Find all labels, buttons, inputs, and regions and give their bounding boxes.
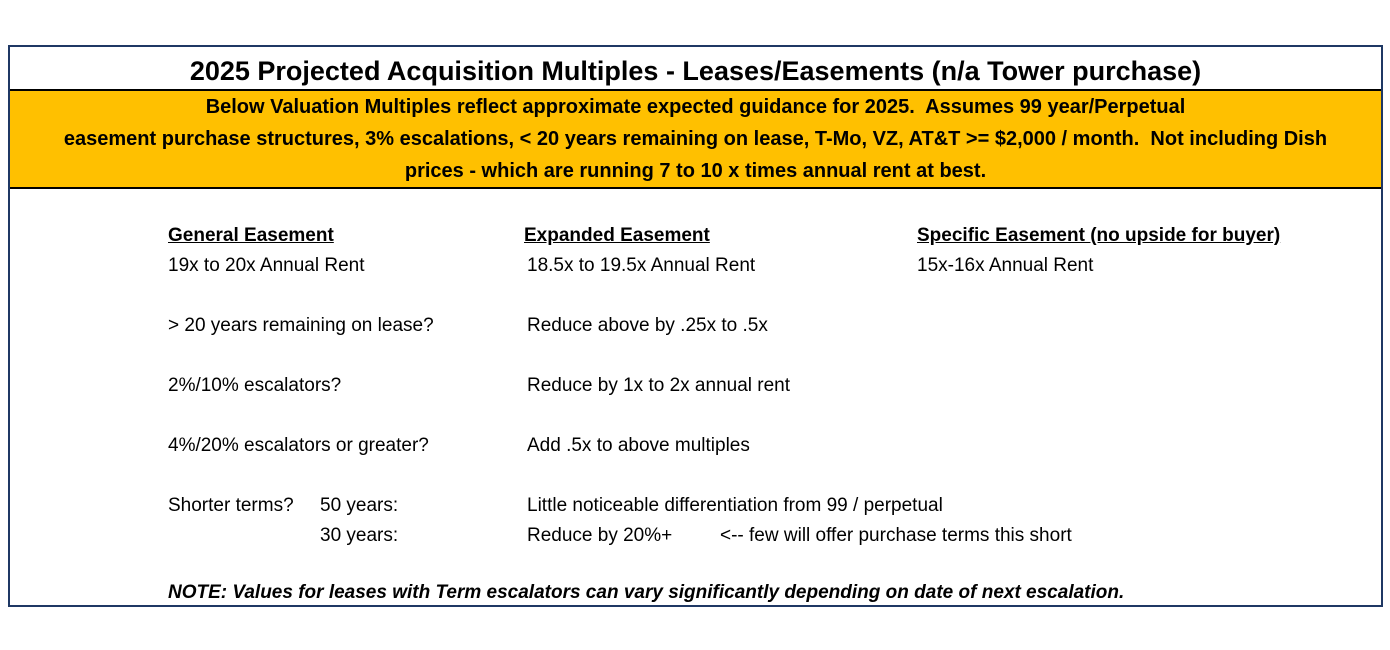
specific-easement-value: 15x-16x Annual Rent bbox=[917, 255, 1094, 276]
adjustment-condition: 4%/20% escalators or greater? bbox=[168, 435, 429, 456]
shorter-term-years: 50 years: bbox=[320, 495, 399, 516]
general-easement-value: 19x to 20x Annual Rent bbox=[168, 255, 365, 276]
shorter-term-years: 30 years: bbox=[320, 525, 399, 546]
expanded-easement-header: Expanded Easement bbox=[524, 225, 710, 246]
banner-line-3: prices - which are running 7 to 10 x times annual rent at best. bbox=[404, 160, 987, 182]
general-easement-header: General Easement bbox=[168, 225, 334, 246]
shorter-term-effect: Reduce by 20%+ bbox=[527, 525, 673, 546]
footnote: NOTE: Values for leases with Term escalators can vary significantly depending on date of next escalation. bbox=[168, 582, 1125, 603]
page-title: 2025 Projected Acquisition Multiples - Leases/Easements (n/a Tower purchase) bbox=[10, 47, 1381, 91]
banner-line-1: Below Valuation Multiples reflect approximate expected guidance for 2025. Assumes 99 year/Perpetual bbox=[205, 96, 1186, 118]
banner-line-2: easement purchase structures, 3% escalations, < 20 years remaining on lease, T-Mo, VZ, AT&T >= $2,000 / month. Not including Dish bbox=[63, 128, 1328, 150]
specific-easement-header: Specific Easement (no upside for buyer) bbox=[917, 225, 1281, 246]
adjustment-effect: Add .5x to above multiples bbox=[527, 435, 750, 456]
table-frame bbox=[8, 45, 1383, 607]
adjustment-effect: Reduce above by .25x to .5x bbox=[527, 315, 768, 336]
shorter-term-effect: Little noticeable differentiation from 99 / perpetual bbox=[527, 495, 943, 516]
adjustment-effect: Reduce by 1x to 2x annual rent bbox=[527, 375, 791, 396]
guidance-banner bbox=[10, 91, 1381, 189]
adjustment-condition: 2%/10% escalators? bbox=[168, 375, 342, 396]
expanded-easement-value: 18.5x to 19.5x Annual Rent bbox=[527, 255, 756, 276]
shorter-terms-label: Shorter terms? bbox=[168, 495, 294, 516]
shorter-term-comment: <-- few will offer purchase terms this short bbox=[720, 525, 1072, 546]
adjustment-condition: > 20 years remaining on lease? bbox=[168, 315, 434, 336]
